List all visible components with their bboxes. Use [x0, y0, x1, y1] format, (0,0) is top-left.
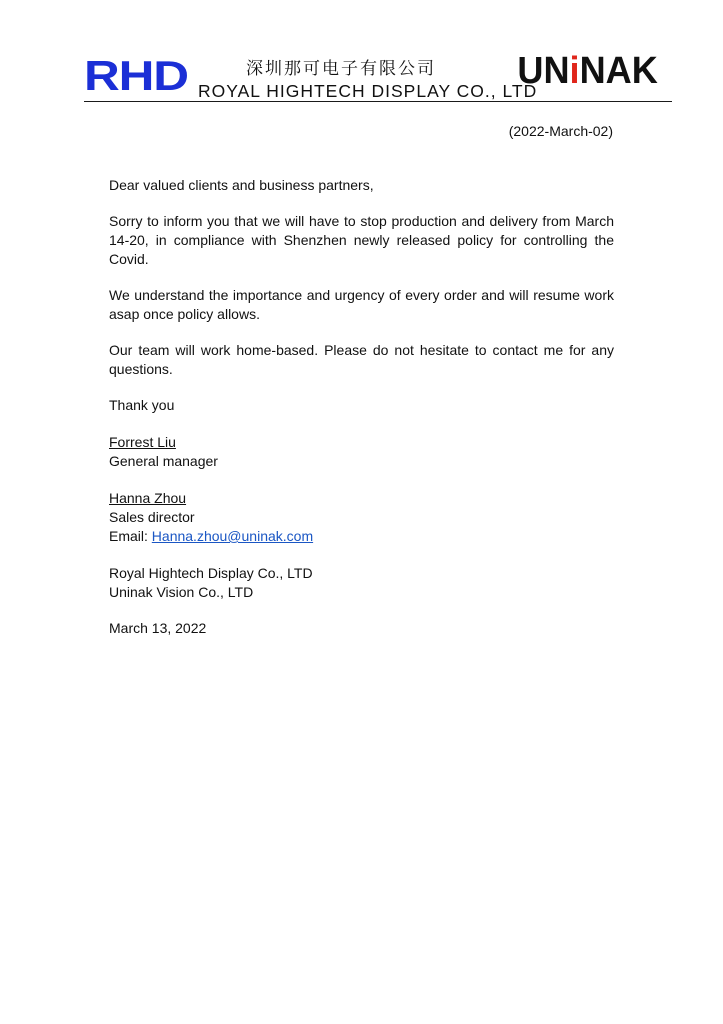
letter-body — [109, 176, 614, 638]
uninak-logo-accent: i — [569, 50, 580, 92]
uninak-logo-part2: NAK — [579, 50, 658, 92]
signed-date: March 13, 2022 — [109, 620, 207, 636]
letterhead-divider — [84, 101, 672, 102]
paragraph-resume-work: We understand the importance and urgency of every order and will resume work asap once policy allows. — [109, 287, 614, 322]
document-date: (2022-March-02) — [508, 123, 613, 139]
email-row — [109, 527, 614, 546]
company-name-rhd: Royal Hightech Display Co., LTD — [109, 565, 313, 581]
letterhead — [84, 48, 672, 104]
signatory-title: General manager — [109, 453, 218, 469]
company-names — [109, 564, 614, 602]
paragraph-closure-notice: Sorry to inform you that we will have to stop production and delivery from March 14-20, in compliance with Shenzhen newly released policy for controlling the Covid. — [109, 213, 614, 267]
company-english-name: ROYAL HIGHTECH DISPLAY CO., LTD — [198, 81, 538, 101]
signatory-name: Forrest Liu — [109, 434, 176, 450]
company-chinese-name: 深圳那可电子有限公司 — [246, 59, 436, 79]
rhd-logo: RHD — [84, 52, 188, 99]
email-link[interactable]: Hanna.zhou@uninak.com — [151, 528, 314, 544]
email-label: Email: — [109, 528, 152, 544]
greeting: Dear valued clients and business partners, — [109, 177, 374, 193]
paragraph-contact: Our team will work home-based. Please do not hesitate to contact me for any questions. — [109, 342, 614, 377]
uninak-logo-part1: UN — [517, 50, 570, 92]
signature-general-manager — [109, 433, 614, 471]
uninak-logo — [518, 50, 658, 92]
signatory-name: Hanna Zhou — [109, 490, 187, 506]
signature-sales-director — [109, 489, 614, 546]
closing-thanks: Thank you — [109, 397, 175, 413]
signatory-title: Sales director — [109, 509, 195, 525]
company-name-uninak: Uninak Vision Co., LTD — [109, 584, 254, 600]
